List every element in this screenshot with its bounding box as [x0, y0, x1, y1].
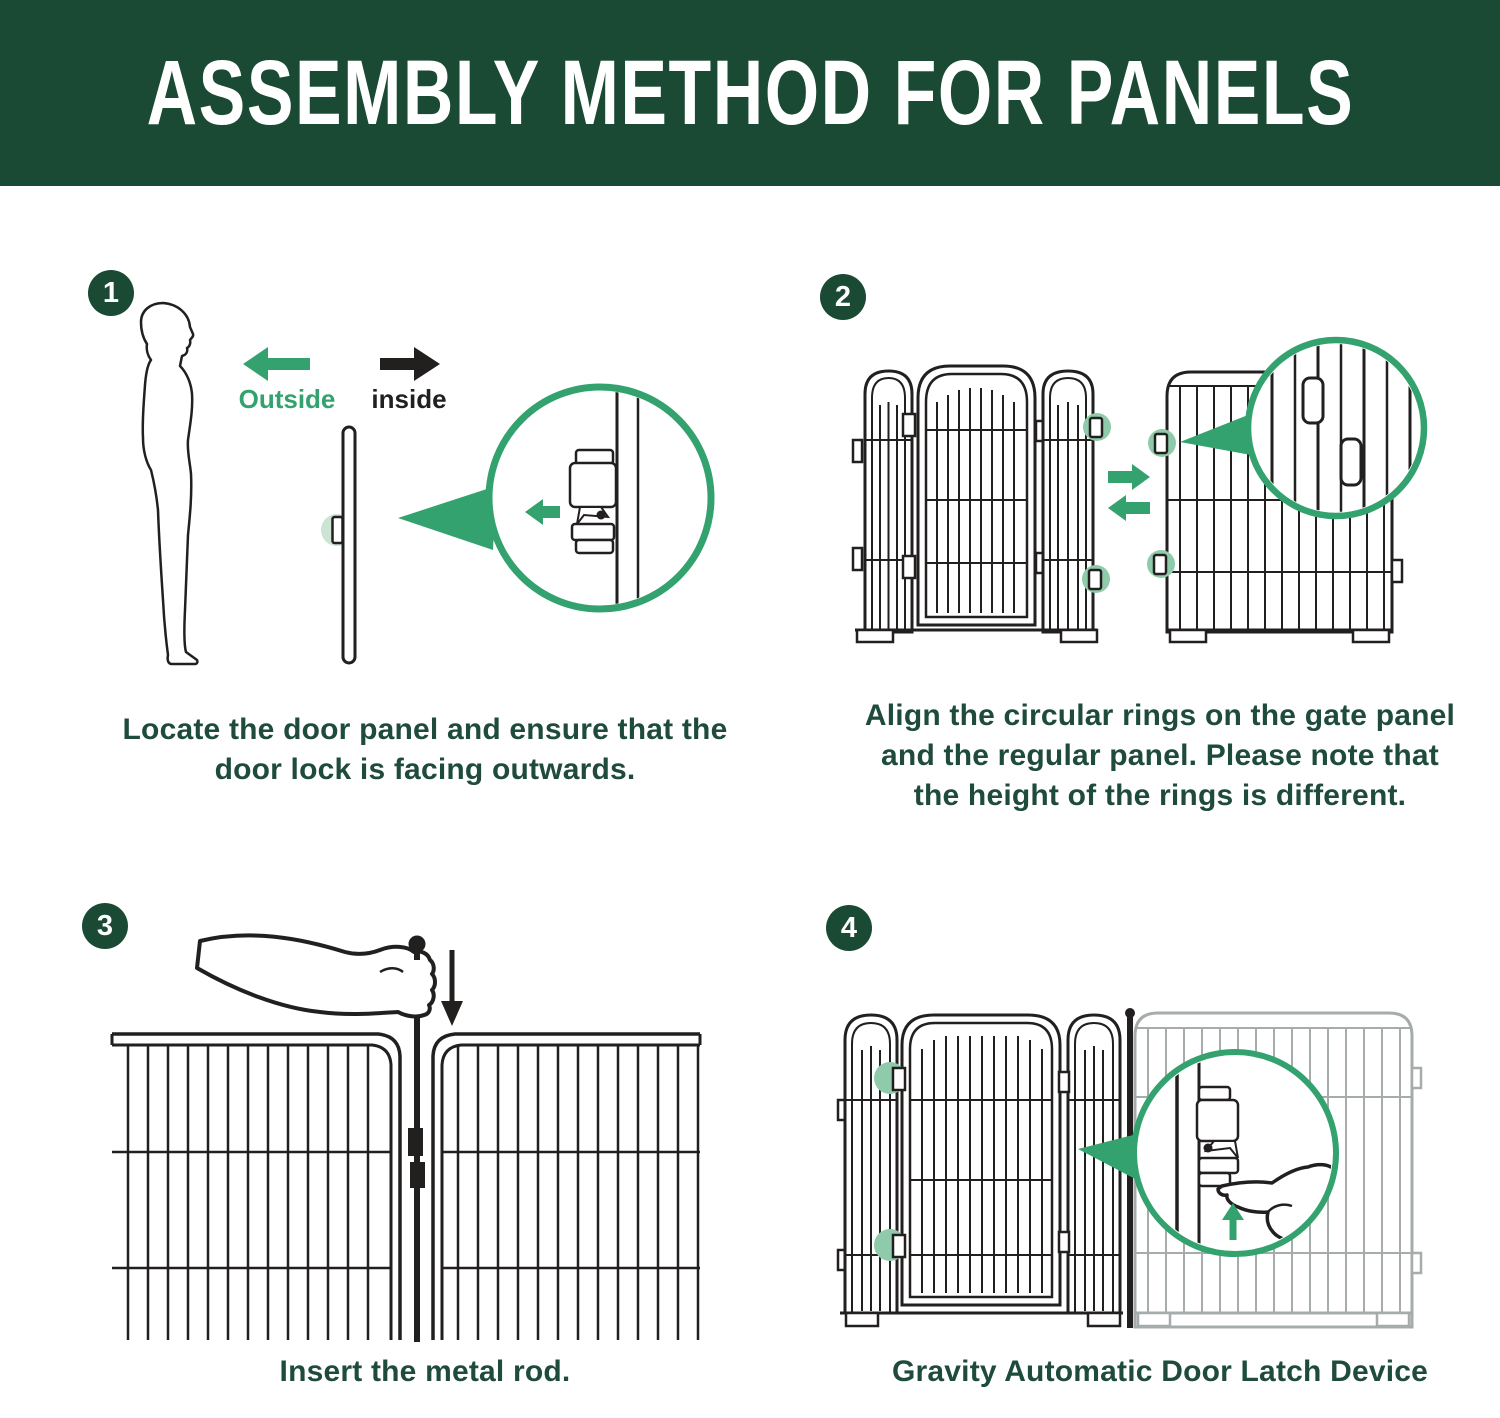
fence-panel-left: [112, 1034, 400, 1340]
magnifier-circle-icon: [489, 387, 711, 609]
step-2-illustration: [820, 270, 1480, 690]
fence-panel-right: [433, 1034, 700, 1340]
step-3-illustration: [80, 890, 760, 1358]
person-figure: [141, 303, 197, 664]
step-3-caption: [80, 1352, 770, 1392]
step-3-number: 3: [96, 909, 114, 942]
step-4-illustration: [820, 890, 1500, 1358]
caption-line: Gravity Automatic Door Latch Device: [891, 1355, 1429, 1388]
hand-gripping-rod: [197, 935, 435, 1016]
gate-panel: [838, 1015, 1123, 1326]
magnifier-pointer: [398, 486, 496, 550]
caption-line: Insert the metal rod.: [279, 1355, 571, 1388]
magnifier-circle-icon: [1248, 340, 1424, 516]
step-2-caption: [815, 696, 1500, 816]
inside-arrow-icon: [380, 347, 440, 381]
caption-line: the height of the rings is different.: [913, 779, 1407, 812]
outside-label: Outside: [238, 384, 336, 414]
inside-label: inside: [371, 384, 447, 414]
door-lock: [333, 517, 343, 543]
header-banner: [0, 0, 1500, 186]
caption-line: door lock is facing outwards.: [214, 753, 636, 786]
page-title: ASSEMBLY METHOD FOR PANELS: [146, 41, 1354, 144]
step-2-number: 2: [834, 280, 852, 313]
gate-panel: [853, 366, 1097, 642]
step-4-number: 4: [840, 911, 858, 944]
gate-hinge: [903, 414, 915, 436]
step-4-caption: [815, 1352, 1500, 1392]
caption-line: Locate the door panel and ensure that the: [122, 713, 728, 746]
magnifier-circle-icon: [1134, 1052, 1339, 1254]
caption-line: and the regular panel. Please note that: [881, 739, 1439, 772]
join-arrows-icon: [1108, 464, 1150, 521]
step-1-illustration: [80, 270, 740, 710]
gate-hinge: [903, 556, 915, 578]
insert-down-arrow-icon: [441, 950, 463, 1026]
caption-line: Align the circular rings on the gate panel: [864, 699, 1456, 732]
step-1-number: 1: [102, 276, 120, 309]
step-1-caption: [80, 710, 770, 790]
door-panel-edge: [321, 427, 355, 663]
outside-arrow-icon: [243, 347, 310, 381]
